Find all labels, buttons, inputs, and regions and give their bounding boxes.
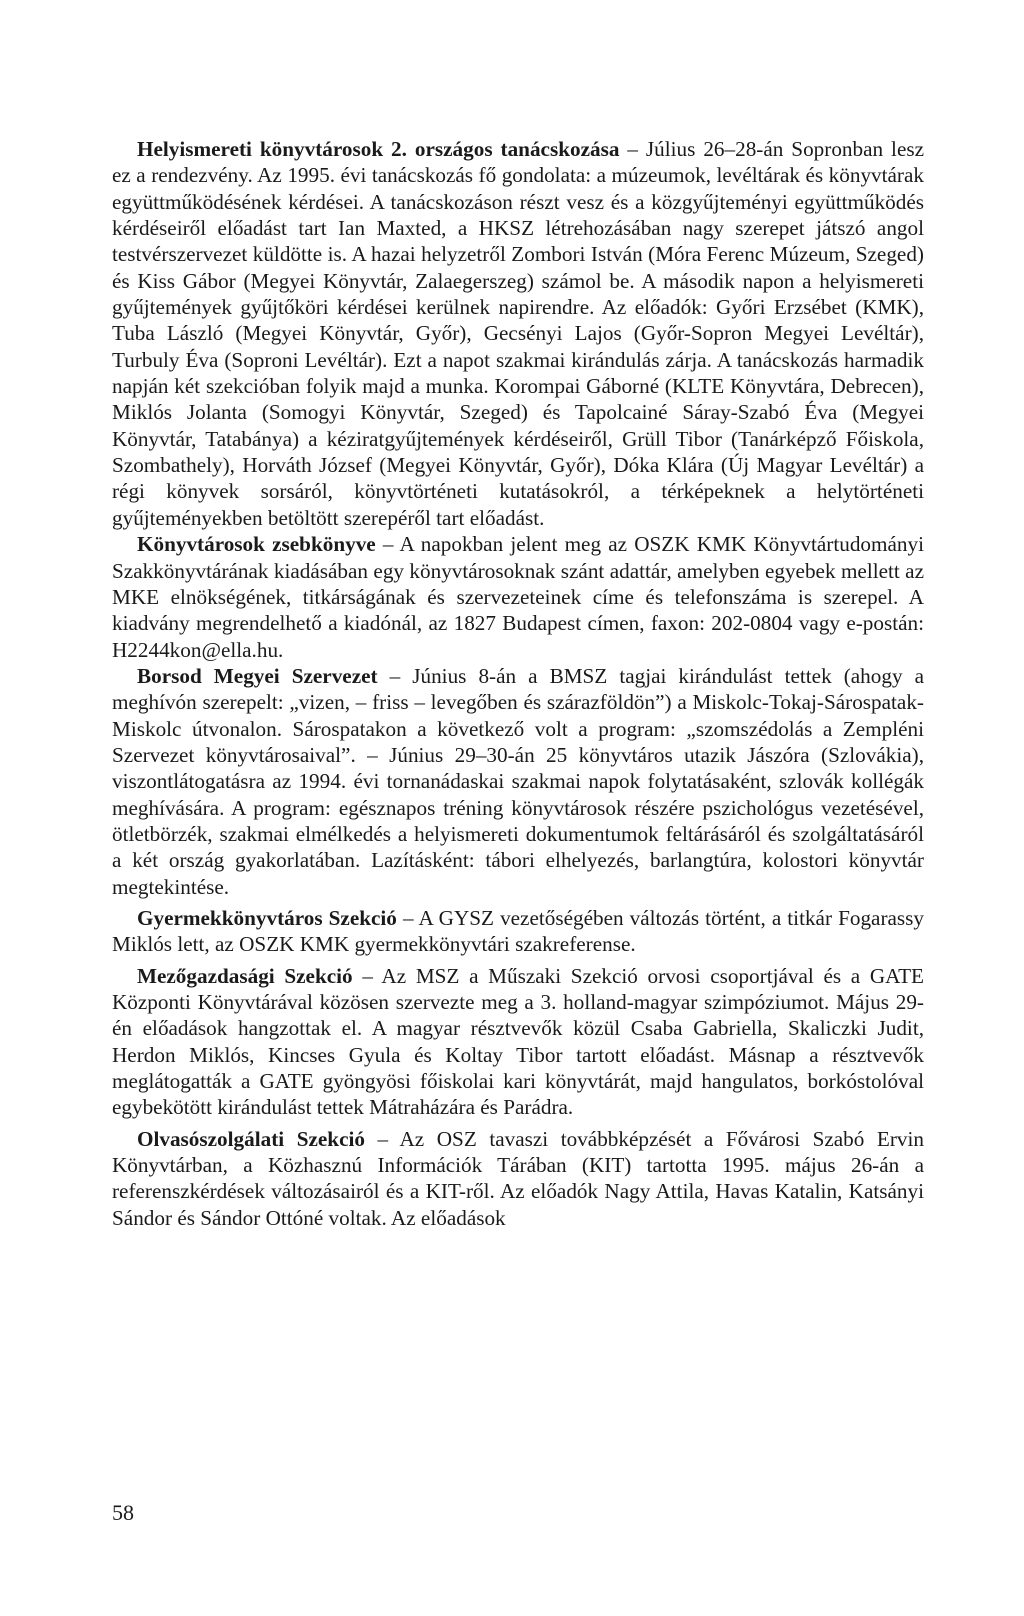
paragraph-gyermekkonyvtaros bbox=[112, 905, 924, 958]
paragraph-helyismereti bbox=[112, 136, 924, 531]
page-number: 58 bbox=[112, 1500, 134, 1525]
paragraph-heading: Helyismereti könyvtárosok 2. országos tanácskozása bbox=[137, 137, 620, 161]
paragraph-body: – Június 8-án a BMSZ tagjai kirándulást tettek (ahogy a meghívón szerepelt: „vizen, – friss – levegőben és szárazföldön”) a Miskolc-Tokaj-Sárospatak-Miskolc útvonalon. Sárospatakon a következő volt a program: „szomszédolás a Zempléni Szervezet könyvtárosaival”. – Június 29–30-án 25 könyvtáros utazik Jászóra (Szlovákia), viszontlátogatásra az 1994. évi tornanádaskai szakmai napok folytatásaként, szlovák kollégák meghívására. A program: egésznapos tréning könyvtárosok részére pszichológus vezetésével, ötletbörzék, szakmai elmélkedés a helyismereti dokumentumok feltárásáról és szolgáltatásáról a két ország gyakorlatában. Lazításként: tábori elhelyezés, barlangtúra, kolostori könyvtár megtekintése. bbox=[112, 663, 924, 899]
paragraph-heading: Mezőgazdasági Szekció bbox=[137, 963, 353, 988]
paragraph-body: – Az MSZ a Műszaki Szekció orvosi csoportjával és a GATE Központi Könyvtárával közösen szervezte meg a 3. holland-magyar szimpóziumot. Május 29-én előadások hangzottak el. A magyar résztvevők közül Csaba Gabriella, Skaliczki Judit, Herdon Miklós, Kincses Gyula és Koltay Tibor tartott előadást. Másnap a résztvevők meglátogatták a GATE gyöngyösi főiskolai kari könyvtárát, majd hangulatos, borkóstolóval egybekötött kirándulást tettek Mátraházára és Parádra. bbox=[112, 963, 925, 1120]
paragraph-olvasoszolgalati bbox=[112, 1126, 924, 1231]
paragraph-body: – A napokban jelent meg az OSZK KMK Könyvtártudományi Szakkönyvtárának kiadásában egy könyvtárosoknak szánt adattár, amelyben egyebek mellett az MKE elnökségének, titkárságának és szervezeteinek címe és telefonszáma is szerepel. A kiadvány megrendelhető a kiadónál, az 1827 Budapest címen, faxon: 202-0804 vagy e-postán: H2244kon@ella.hu. bbox=[112, 532, 924, 662]
paragraph-borsod bbox=[112, 663, 924, 900]
paragraph-body: – Július 26–28-án Sopronban lesz ez a rendezvény. Az 1995. évi tanácskozás fő gondolata: a múzeumok, levéltárak és könyvtárak együttműködésének kérdései. A tanácskozáson részt vesz és a közgyűjteményi együttműködés kérdéseiről előadást tart Ian Maxted, a HKSZ létrehozásában nagy szerepet játszó angol testvérszervezet küldötte is. A hazai helyzetről Zombori István (Móra Ferenc Múzeum, Szeged) és Kiss Gábor (Megyei Könyvtár, Zalaegerszeg) számol be. A második napon a helyismereti gyűjtemények gyűjtőköri kérdései kerülnek napirendre. Az előadók: Győri Erzsébet (KMK), Tuba László (Megyei Könyvtár, Győr), Gecsényi Lajos (Győr-Sopron Megyei Levéltár), Turbuly Éva (Soproni Levéltár). Ezt a napot szakmai kirándulás zárja. A tanácskozás harmadik napján két szekcióban folyik majd a munka. Korompai Gáborné (KLTE Könyvtára, Debrecen), Miklós Jolanta (Somogyi Könyvtár, Szeged) és Tapolcainé Sáray-Szabó Éva (Megyei Könyvtár, Tatabánya) a kéziratgyűjtemények kérdéseiről, Grüll Tibor (Tanárképző Főiskola, Szombathely), Horváth József (Megyei Könyvtár, Győr), Dóka Klára (Új Magyar Levéltár) a régi könyvek sorsáról, könyvtörténeti kutatásokról, a térképeknek a helytörténeti gyűjteményekben betöltött szerepéről tart előadást. bbox=[112, 137, 924, 530]
paragraph-heading: Borsod Megyei Szervezet bbox=[137, 663, 378, 688]
paragraph-heading: Gyermekkönyvtáros Szekció bbox=[137, 905, 397, 930]
paragraph-heading: Könyvtárosok zsebkönyve bbox=[137, 532, 376, 557]
paragraph-zsebkonyv bbox=[112, 531, 924, 663]
paragraph-body: – A GYSZ vezetőségében változás történt, a titkár Fogarassy Miklós lett, az OSZK KMK gyermekkönyvtári szakreferense. bbox=[112, 905, 924, 957]
text-column bbox=[112, 136, 924, 1231]
paragraph-mezogazdasagi bbox=[112, 963, 924, 1121]
paragraph-body: – Az OSZ tavaszi továbbképzését a Fővárosi Szabó Ervin Könyvtárban, a Közhasznú Információk Tárában (KIT) tartotta 1995. május 26-án a referenszkérdések változásairól és a KIT-ről. Az előadók Nagy Attila, Havas Katalin, Katsányi Sándor és Sándor Ottóné voltak. Az előadások bbox=[112, 1126, 924, 1230]
paragraph-heading: Olvasószolgálati Szekció bbox=[137, 1126, 365, 1151]
